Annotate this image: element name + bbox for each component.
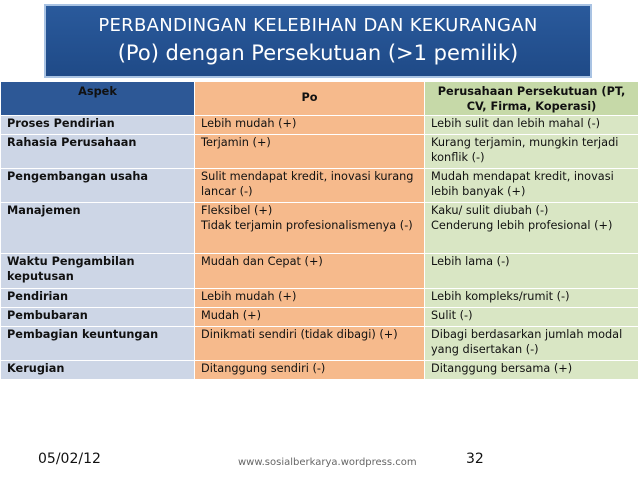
cell-aspek: Pengembangan usaha [1, 169, 195, 203]
comparison-table [0, 81, 638, 380]
table-row [1, 327, 638, 361]
cell-po: Terjamin (+) [195, 135, 425, 169]
cell-po: Mudah (+) [195, 308, 425, 327]
cell-persekutuan: Kaku/ sulit diubah (-) Cenderung lebih profesional (+) [425, 203, 638, 254]
cell-aspek: Proses Pendirian [1, 116, 195, 135]
slide-title [44, 4, 592, 78]
cell-aspek: Kerugian [1, 361, 195, 380]
cell-po: Dinikmati sendiri (tidak dibagi) (+) [195, 327, 425, 361]
cell-aspek: Pembubaran [1, 308, 195, 327]
cell-persekutuan: Dibagi berdasarkan jumlah modal yang disertakan (-) [425, 327, 638, 361]
header-po: Po [195, 82, 425, 116]
cell-persekutuan: Mudah mendapat kredit, inovasi lebih banyak (+) [425, 169, 638, 203]
cell-persekutuan: Sulit (-) [425, 308, 638, 327]
table-header-row [1, 82, 638, 116]
cell-po: Fleksibel (+) Tidak terjamin profesionalismenya (-) [195, 203, 425, 254]
table-row [1, 308, 638, 327]
cell-aspek: Waktu Pengambilan keputusan [1, 254, 195, 289]
table-row [1, 203, 638, 254]
table-row [1, 289, 638, 308]
footer-url: www.sosialberkarya.wordpress.com [238, 457, 417, 468]
cell-persekutuan: Lebih sulit dan lebih mahal (-) [425, 116, 638, 135]
footer-date: 05/02/12 [38, 451, 101, 467]
cell-aspek: Rahasia Perusahaan [1, 135, 195, 169]
table-row [1, 254, 638, 289]
cell-aspek: Pendirian [1, 289, 195, 308]
title-line-1: PERBANDINGAN KELEBIHAN DAN KEKURANGAN [98, 15, 538, 36]
cell-po: Sulit mendapat kredit, inovasi kurang lancar (-) [195, 169, 425, 203]
table-row [1, 135, 638, 169]
footer-page-number: 32 [466, 451, 484, 467]
title-line-2: (Po) dengan Persekutuan (>1 pemilik) [117, 41, 519, 65]
cell-aspek: Manajemen [1, 203, 195, 254]
cell-aspek: Pembagian keuntungan [1, 327, 195, 361]
cell-po: Lebih mudah (+) [195, 116, 425, 135]
table-row [1, 116, 638, 135]
cell-persekutuan: Lebih lama (-) [425, 254, 638, 289]
cell-po: Ditanggung sendiri (-) [195, 361, 425, 380]
cell-persekutuan: Kurang terjamin, mungkin terjadi konflik (-) [425, 135, 638, 169]
table-row [1, 361, 638, 380]
cell-po: Lebih mudah (+) [195, 289, 425, 308]
cell-persekutuan: Ditanggung bersama (+) [425, 361, 638, 380]
header-persekutuan: Perusahaan Persekutuan (PT, CV, Firma, Koperasi) [425, 82, 638, 116]
header-aspek: Aspek [1, 82, 195, 116]
table-row [1, 169, 638, 203]
cell-po: Mudah dan Cepat (+) [195, 254, 425, 289]
cell-persekutuan: Lebih kompleks/rumit (-) [425, 289, 638, 308]
